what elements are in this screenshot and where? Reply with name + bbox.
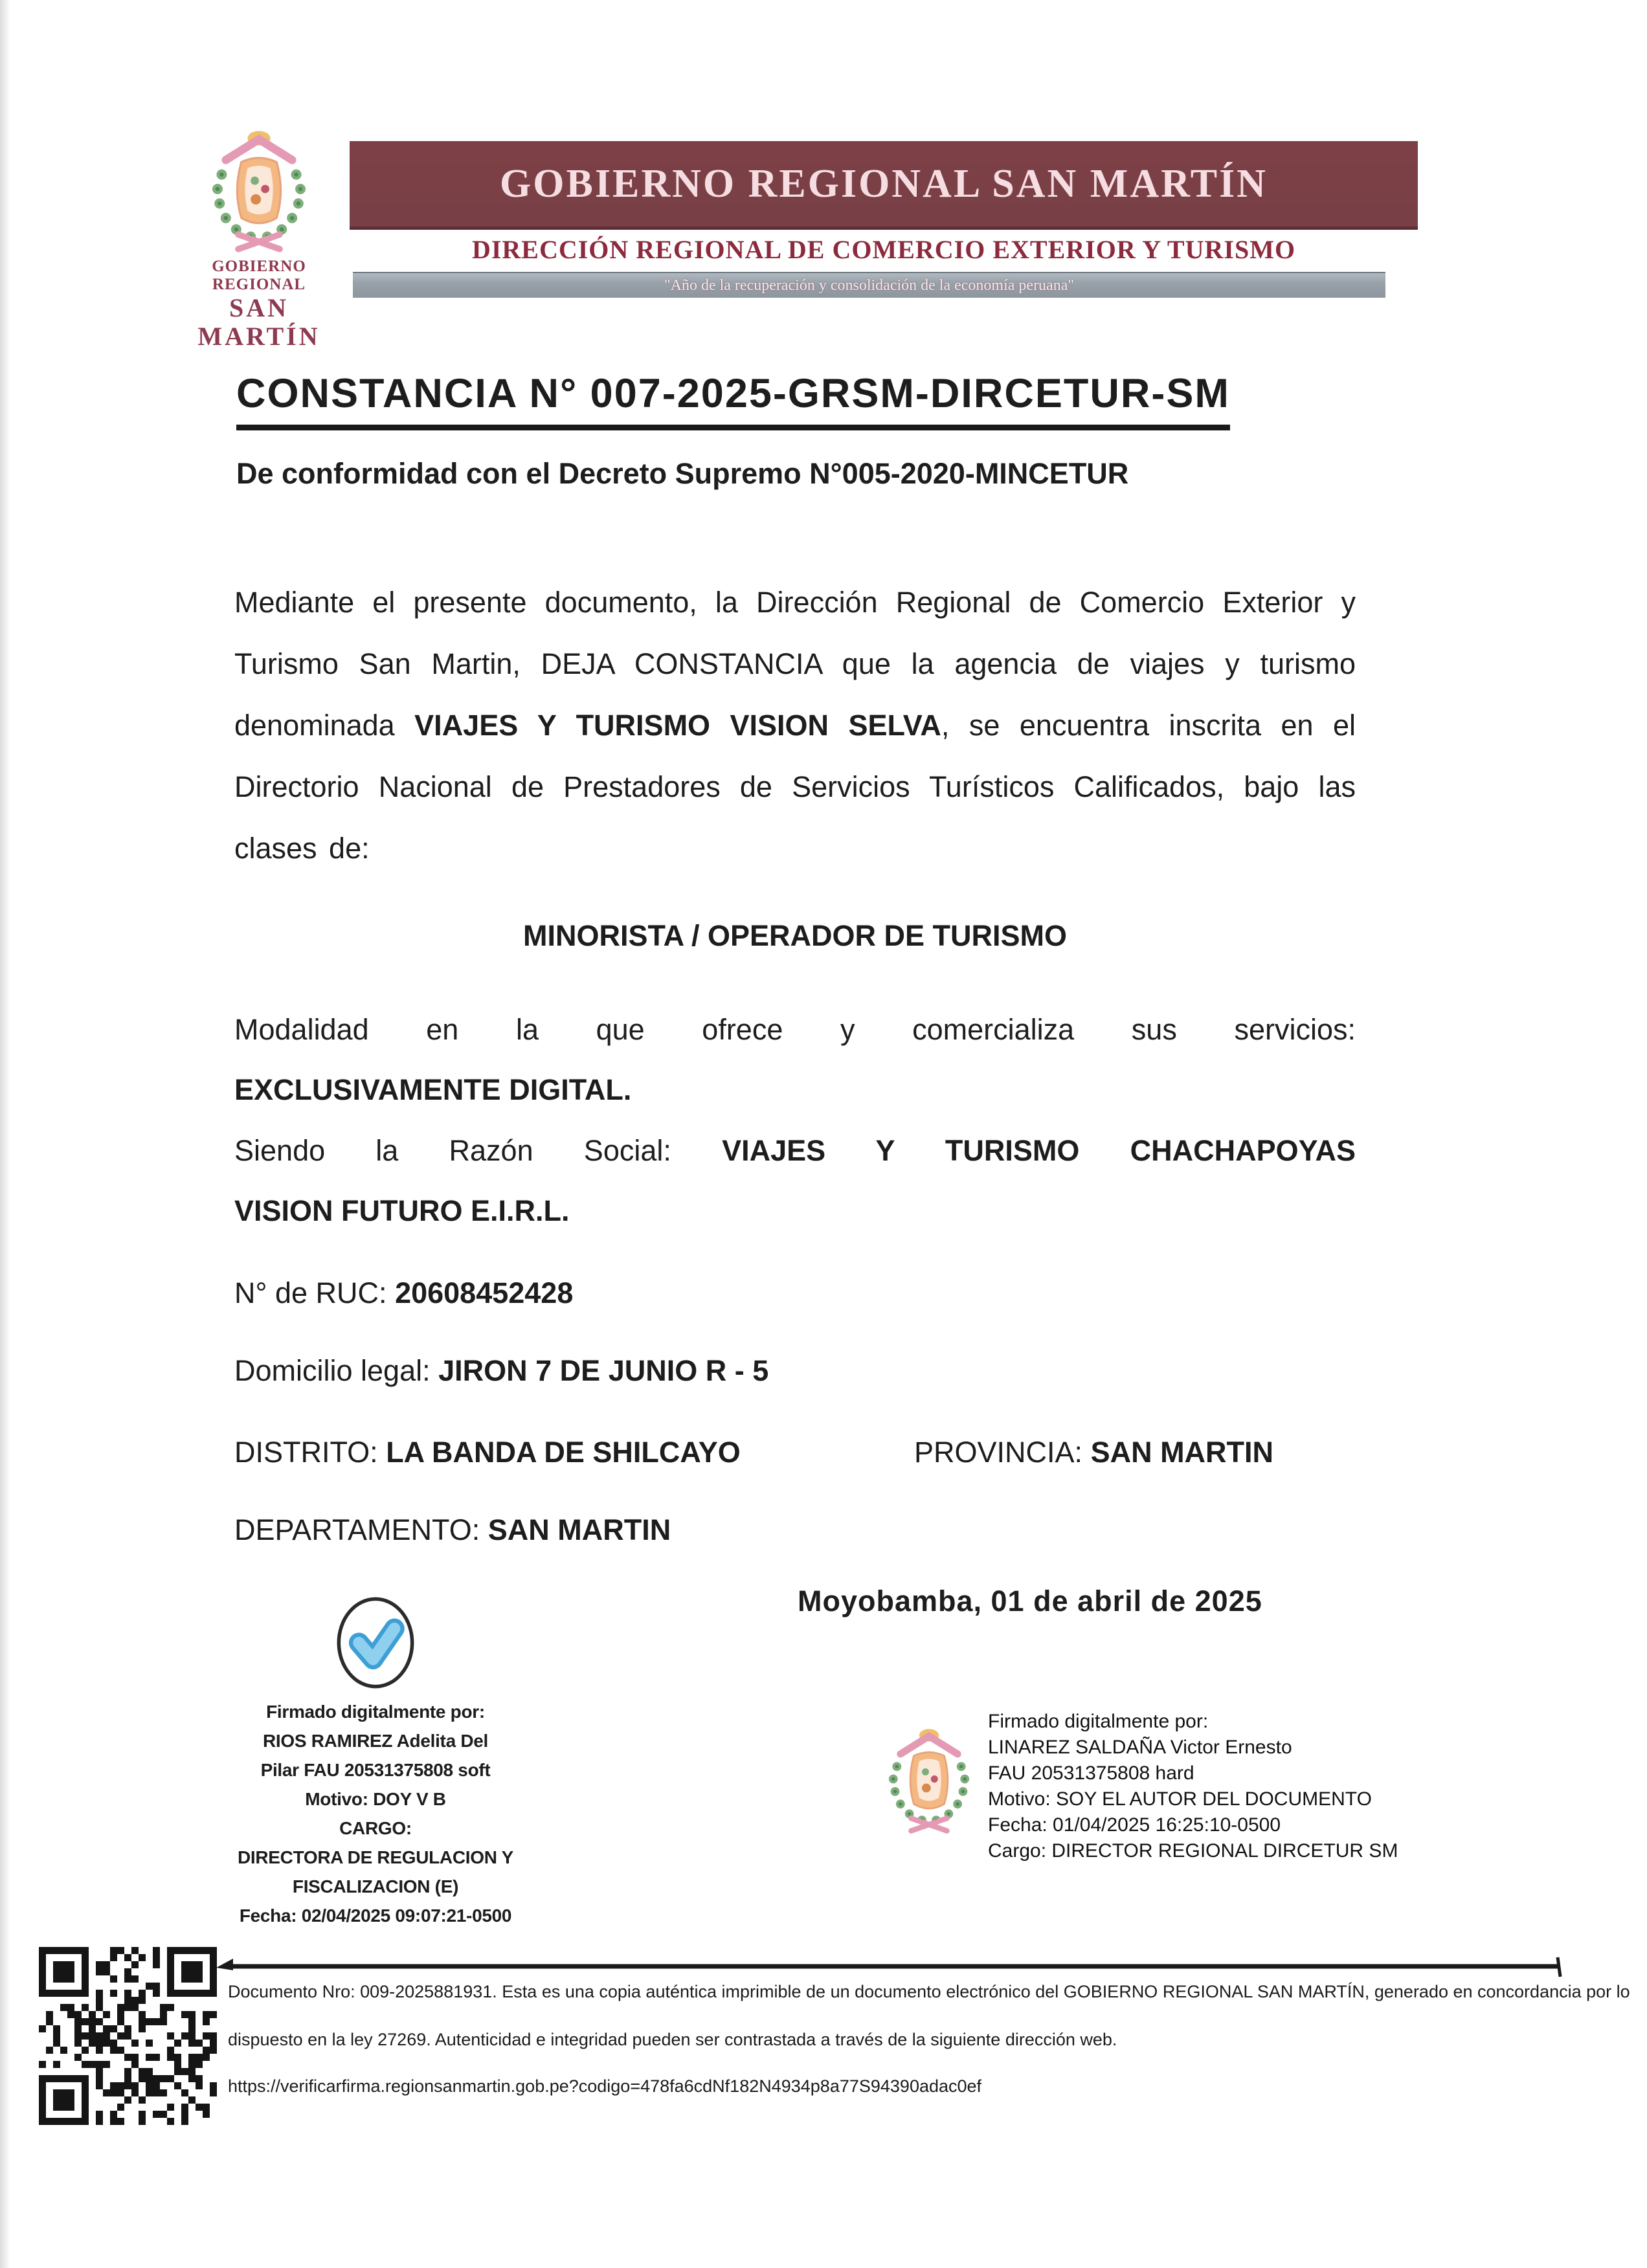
razon-social-line (234, 1134, 1356, 1168)
sig-left-line: Motivo: DOY V B (305, 1789, 446, 1809)
header-logo (176, 127, 342, 351)
ruc-label: N° de RUC: (234, 1276, 396, 1309)
date-line: Moyobamba, 01 de abril de 2025 (798, 1584, 1262, 1618)
sig-left-line: Fecha: 02/04/2025 09:07:21-0500 (239, 1906, 512, 1926)
logo-caption-line1: GOBIERNO REGIONAL (212, 258, 306, 293)
sig-left-line: Firmado digitalmente por: (266, 1702, 485, 1722)
footer-note-line1: Documento Nro: 009-2025881931. Esta es una copia auténtica imprimible de un documento electrónico del GOBIERNO REGIONAL SAN MARTÍN, generado en concordancia por lo (228, 1982, 1630, 2001)
paragraph-part1: Mediante el presente documento, la Dirección Regional de Comercio Exterior y Turismo San Martin, DEJA CONSTANCIA que la agencia de viajes y turismo denominada (234, 586, 1356, 742)
modality-value: EXCLUSIVAMENTE DIGITAL. (234, 1073, 632, 1106)
scan-edge-shadow (0, 0, 10, 2268)
ruc-line (234, 1276, 573, 1310)
sig-left-line: RIOS RAMIREZ Adelita Del (262, 1731, 489, 1751)
departamento-label: DEPARTAMENTO: (234, 1513, 488, 1546)
main-paragraph (234, 572, 1356, 879)
domicilio-value: JIRON 7 DE JUNIO R - 5 (438, 1354, 769, 1387)
domicilio-label: Domicilio legal: (234, 1354, 439, 1387)
provincia-value: SAN MARTIN (1090, 1436, 1274, 1469)
sig-right-line: FAU 20531375808 hard (988, 1762, 1194, 1784)
ruc-value: 20608452428 (395, 1276, 574, 1309)
qr-code (39, 1947, 217, 2125)
provincia-part (914, 1436, 1273, 1469)
razon-social-value-line2: VISION FUTURO E.I.R.L. (234, 1194, 570, 1227)
crest-icon (192, 127, 326, 256)
sig-right-line: Firmado digitalmente por: (988, 1711, 1209, 1732)
legal-basis-line: De conformidad con el Decreto Supremo N°005-2020-MINCETUR (236, 457, 1129, 490)
sig-left-line: FISCALIZACION (E) (292, 1876, 459, 1896)
footer-note-line2: dispuesto en la ley 27269. Autenticidad e integridad pueden ser contrastada a través de la siguiente dirección web. (228, 2030, 1117, 2049)
sig-right-line: Fecha: 01/04/2025 16:25:10-0500 (988, 1814, 1281, 1836)
razon-social-label: Siendo la Razón Social: (234, 1134, 671, 1167)
departamento-value: SAN MARTIN (487, 1513, 671, 1546)
motto-bar (353, 272, 1385, 298)
distrito-value: LA BANDA DE SHILCAYO (386, 1436, 741, 1469)
sig-right-line: Cargo: DIRECTOR REGIONAL DIRCETUR SM (988, 1840, 1398, 1862)
check-circle-icon (334, 1594, 417, 1692)
sig-left-line: CARGO: (339, 1818, 412, 1838)
crest-icon (884, 1714, 974, 1849)
agency-name: VIAJES Y TURISMO VISION SELVA (414, 709, 941, 742)
sig-right-line: LINAREZ SALDAÑA Victor Ernesto (988, 1737, 1292, 1758)
header-banner (350, 141, 1418, 230)
sig-right-line: Motivo: SOY EL AUTOR DEL DOCUMENTO (988, 1788, 1372, 1810)
sig-left-line: Pilar FAU 20531375808 soft (260, 1760, 491, 1780)
distrito-provincia-line (234, 1436, 1274, 1469)
logo-caption-line2: SAN MARTÍN (197, 293, 320, 351)
motto-text: "Año de la recuperación y consolidación de la economía peruana" (664, 276, 1075, 294)
classes-line: MINORISTA / OPERADOR DE TURISMO (522, 919, 1067, 952)
paragraph-part2: , se encuentra inscrita en el Directorio Nacional de Prestadores de Servicios Turísticos Calificados, bajo las clases de: (234, 709, 1356, 865)
domicilio-line (234, 1354, 768, 1388)
signature-right (884, 1709, 1398, 1864)
provincia-label: PROVINCIA: (914, 1436, 1091, 1469)
doc-title: CONSTANCIA N° 007-2025-GRSM-DIRCETUR-SM (236, 370, 1230, 430)
departamento-line (234, 1513, 671, 1547)
department-line: DIRECCIÓN REGIONAL DE COMERCIO EXTERIOR Y TURISMO (471, 235, 1296, 264)
signature-left (188, 1594, 563, 1930)
distrito-label: DISTRITO: (234, 1436, 387, 1469)
razon-social-value-line1: VIAJES Y TURISMO CHACHAPOYAS (722, 1134, 1356, 1167)
banner-title: GOBIERNO REGIONAL SAN MARTÍN (500, 161, 1268, 206)
sig-left-line: DIRECTORA DE REGULACION Y (237, 1847, 514, 1867)
verification-url: https://verificarfirma.regionsanmartin.gob.pe?codigo=478fa6cdNf182N4934p8a77S94390adac0ef (228, 2076, 982, 2096)
modality-label: Modalidad en la que ofrece y comercializa sus servicios: (234, 1013, 1356, 1046)
signature-right-text (988, 1709, 1398, 1864)
footer-rule (214, 1956, 1570, 1978)
